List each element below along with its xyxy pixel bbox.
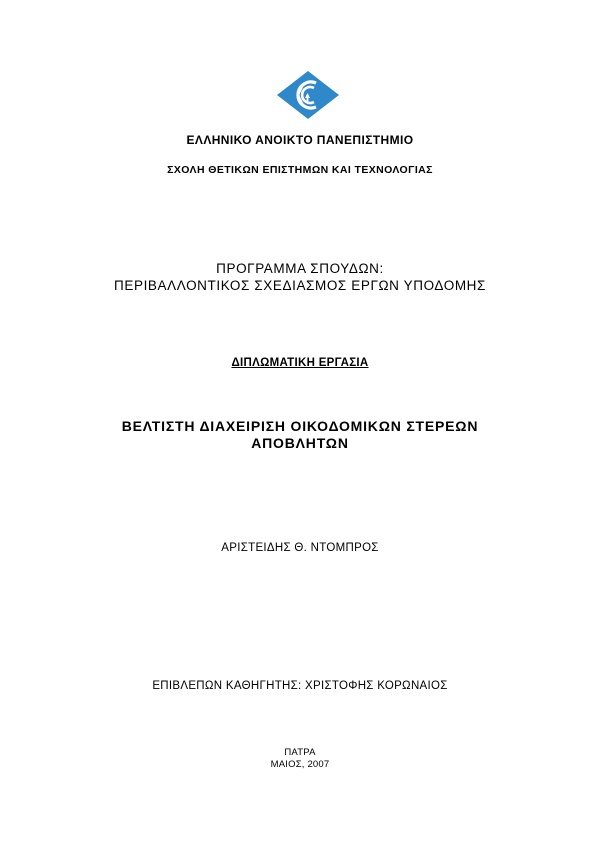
supervisor-line: ΕΠΙΒΛΕΠΩΝ ΚΑΘΗΓΗΤΗΣ: ΧΡΙΣΤΟΦΗΣ ΚΟΡΩΝΑΙΟΣ	[152, 680, 448, 692]
program-label: ΠΡΟΓΡΑΜΜΑ ΣΠΟΥΔΩΝ:	[216, 261, 384, 276]
thesis-label-text: ΔΙΠΛΩΜΑΤΙΚΗ ΕΡΓΑΣΙΑ	[231, 357, 369, 369]
program-block	[0, 260, 600, 294]
university-name: ΕΛΛΗΝΙΚΟ ΑΝΟΙΚΤΟ ΠΑΝΕΠΙΣΤΗΜΙΟ	[186, 133, 414, 147]
place: ΠΑΤΡΑ	[284, 747, 316, 758]
school-name: ΣΧΟΛΗ ΘΕΤΙΚΩΝ ΕΠΙΣΤΗΜΩΝ ΚΑΙ ΤΕΧΝΟΛΟΓΙΑΣ	[167, 164, 433, 176]
university-logo-icon	[276, 70, 340, 120]
thesis-label	[0, 357, 600, 369]
thesis-title-line-1: ΒΕΛΤΙΣΤΗ ΔΙΑΧΕΙΡΙΣΗ ΟΙΚΟΔΟΜΙΚΩΝ ΣΤΕΡΕΩΝ	[121, 418, 479, 434]
program-name: ΠΕΡΙΒΑΛΛΟΝΤΙΚΟΣ ΣΧΕΔΙΑΣΜΟΣ ΕΡΓΩΝ ΥΠΟΔΟΜΗΣ	[114, 278, 486, 293]
thesis-title	[0, 418, 600, 452]
date: ΜΑΙΟΣ, 2007	[270, 759, 330, 770]
author-name: ΑΡΙΣΤΕΙΔΗΣ Θ. ΝΤΟΜΠΡΟΣ	[221, 542, 379, 554]
thesis-title-line-2: ΑΠΟΒΛΗΤΩΝ	[251, 435, 349, 451]
